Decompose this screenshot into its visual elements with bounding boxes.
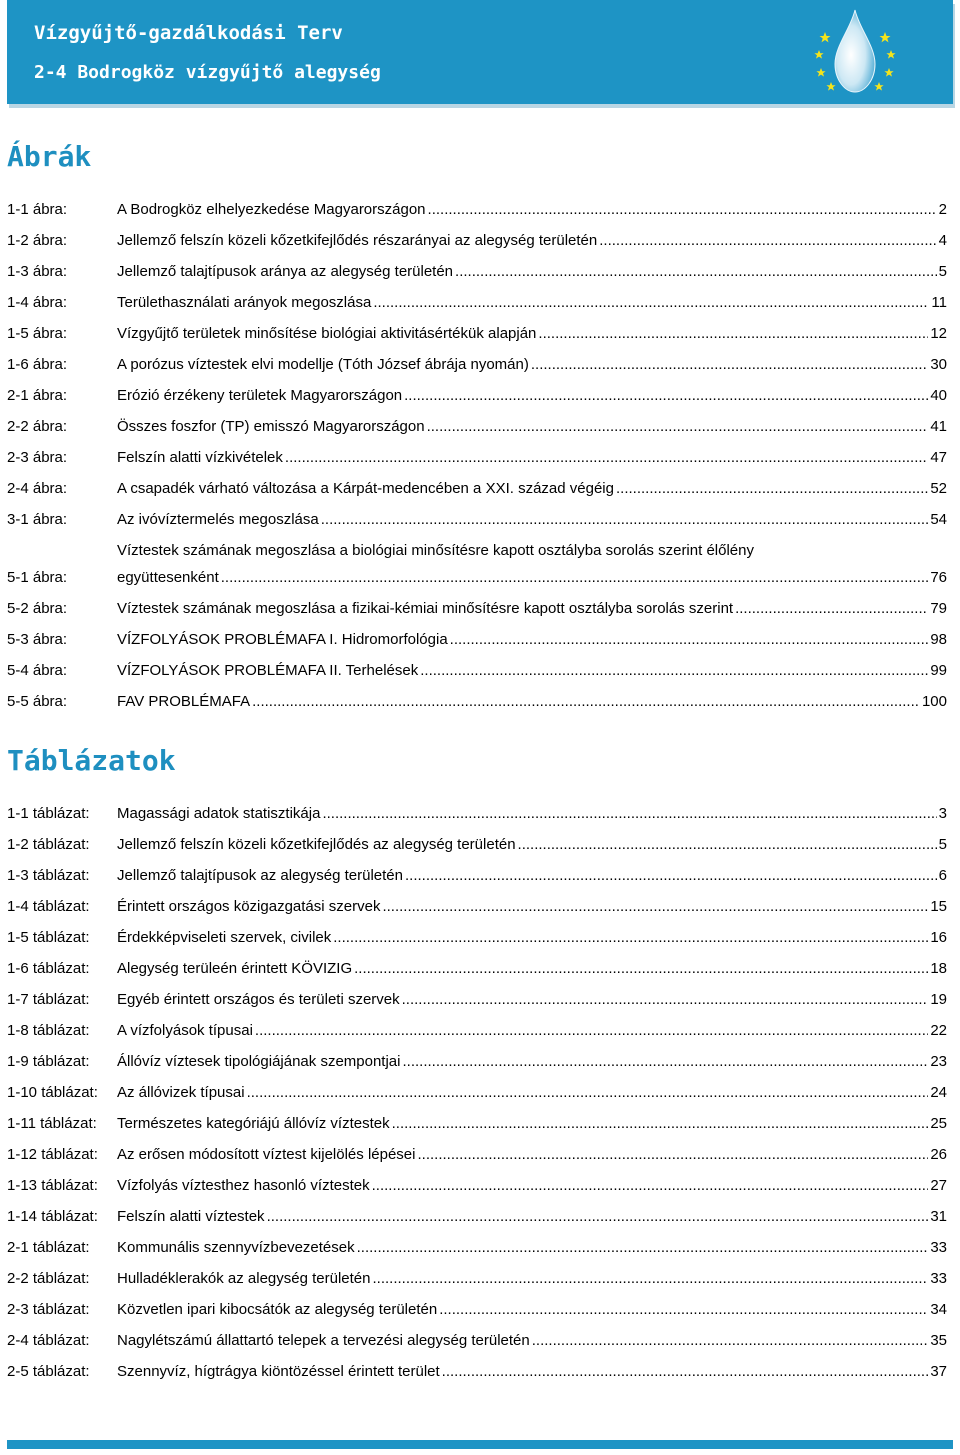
toc-entry-text: Az ivóvíztermelés megoszlása [117, 511, 319, 528]
toc-entry-text: Közvetlen ipari kibocsátók az alegység területén [117, 1301, 438, 1318]
toc-leader-dots [735, 600, 928, 618]
toc-leader-dots [372, 1177, 929, 1195]
toc-entry[interactable] [7, 1040, 947, 1071]
toc-entry-text: Vízgyűjtő területek minősítése biológiai aktivitásértékük alapján [117, 325, 537, 342]
toc-leader-dots [405, 867, 937, 885]
page-header [7, 0, 953, 104]
toc-entry-label: 2-4 táblázat: [7, 1332, 90, 1349]
toc-entry-text: Érintett országos közigazgatási szervek [117, 898, 381, 915]
toc-entry-label: 2-2 ábra: [7, 418, 68, 435]
toc-entry-label: 5-2 ábra: [7, 600, 68, 617]
toc-entry-text-continued: együttesenként [117, 569, 219, 586]
toc-entry-page: 18 [930, 960, 947, 977]
toc-leader-dots [518, 836, 937, 854]
document-title: Vízgyűjtő-gazdálkodási Terv [34, 22, 343, 44]
toc-entry-text: Felszín alatti víztestek [117, 1208, 265, 1225]
toc-entry[interactable] [7, 281, 947, 312]
toc-entry-label: 1-2 ábra: [7, 232, 68, 249]
tables-section-title: Táblázatok [7, 744, 176, 777]
toc-entry-text: Erózió érzékeny területek Magyarországon [117, 387, 403, 404]
water-drop-logo-icon [805, 6, 905, 98]
toc-entry-label: 1-1 táblázat: [7, 805, 90, 822]
toc-entry-page: 79 [930, 600, 947, 617]
toc-entry-text: VÍZFOLYÁSOK PROBLÉMAFA I. Hidromorfológia [117, 631, 448, 648]
toc-entry-page: 3 [938, 805, 947, 822]
toc-leader-dots [428, 201, 937, 219]
toc-entry-label: 2-5 táblázat: [7, 1363, 90, 1380]
toc-entry-text: A Bodrogköz elhelyezkedése Magyarországon [117, 201, 426, 218]
toc-entry-label: 5-1 ábra: [7, 569, 68, 586]
toc-entry[interactable] [7, 219, 947, 250]
toc-entry-text: Természetes kategóriájú állóvíz víztestek [117, 1115, 390, 1132]
toc-entry[interactable] [7, 1195, 947, 1226]
toc-entry[interactable] [7, 467, 947, 498]
toc-entry-label: 1-11 táblázat: [7, 1115, 97, 1132]
toc-entry-text: Víztestek számának megoszlása a fizikai-kémiai minősítésre kapott osztályba sorolás szerint [117, 600, 734, 617]
toc-entry-label: 1-1 ábra: [7, 201, 68, 218]
toc-leader-dots [455, 263, 937, 281]
toc-entry[interactable] [7, 618, 947, 649]
toc-entry-label: 3-1 ábra: [7, 511, 68, 528]
toc-leader-dots [382, 898, 928, 916]
toc-entry-label: 2-1 ábra: [7, 387, 68, 404]
toc-entry[interactable] [7, 498, 947, 529]
toc-entry-text: A csapadék várható változása a Kárpát-medencében a XXI. század végéig [117, 480, 614, 497]
toc-entry-text: Állóvíz víztesek tipológiájának szempontjai [117, 1053, 401, 1070]
toc-entry-text: Hulladéklerakók az alegység területén [117, 1270, 371, 1287]
toc-entry[interactable] [7, 250, 947, 281]
toc-entry[interactable] [7, 1350, 947, 1381]
toc-leader-dots [417, 1146, 928, 1164]
toc-entry-text: Egyéb érintett országos és területi szervek [117, 991, 400, 1008]
toc-entry-text: Az állóvizek típusai [117, 1084, 245, 1101]
toc-leader-dots [616, 480, 928, 498]
toc-entry-label: 5-3 ábra: [7, 631, 68, 648]
toc-leader-dots [599, 232, 936, 250]
toc-entry-label: 1-6 táblázat: [7, 960, 90, 977]
document-subtitle: 2-4 Bodrogköz vízgyűjtő alegység [34, 62, 381, 83]
toc-entry[interactable] [7, 792, 947, 823]
toc-entry-page: 12 [930, 325, 947, 342]
toc-leader-dots [267, 1208, 929, 1226]
toc-entry-label: 1-10 táblázat: [7, 1084, 98, 1101]
toc-entry-text: Szennyvíz, hígtrágya kiöntözéssel érintett terület [117, 1363, 440, 1380]
toc-leader-dots [357, 1239, 929, 1257]
toc-entry[interactable] [7, 405, 947, 436]
toc-entry-text: Jellemző talajtípusok aránya az alegység területén [117, 263, 454, 280]
toc-leader-dots [333, 929, 928, 947]
toc-leader-dots [322, 805, 936, 823]
toc-entry-page: 5 [938, 836, 947, 853]
toc-entry[interactable] [7, 1102, 947, 1133]
toc-entry[interactable] [7, 885, 947, 916]
toc-entry-label: 1-3 ábra: [7, 263, 68, 280]
toc-entry-page: 100 [921, 693, 947, 710]
toc-entry-page: 54 [930, 511, 947, 528]
toc-entry-page: 25 [930, 1115, 947, 1132]
toc-entry-page: 6 [938, 867, 947, 884]
toc-entry-page: 11 [931, 294, 947, 311]
toc-entry-label: 2-3 ábra: [7, 449, 68, 466]
toc-leader-dots [321, 511, 929, 529]
toc-entry-page: 34 [930, 1301, 947, 1318]
toc-leader-dots [402, 1053, 928, 1071]
toc-leader-dots [450, 631, 929, 649]
toc-entry[interactable] [7, 1009, 947, 1040]
toc-leader-dots [538, 325, 928, 343]
toc-entry-label: 1-5 táblázat: [7, 929, 90, 946]
toc-entry-text: Kommunális szennyvízbevezetések [117, 1239, 355, 1256]
toc-leader-dots [373, 294, 929, 312]
toc-entry[interactable] [7, 188, 947, 219]
toc-leader-dots [285, 449, 928, 467]
toc-entry[interactable] [7, 312, 947, 343]
toc-entry[interactable] [7, 649, 947, 680]
toc-entry[interactable] [7, 1319, 947, 1350]
toc-leader-dots [404, 387, 928, 405]
toc-entry[interactable] [7, 978, 947, 1009]
toc-entry-text: Felszín alatti vízkivételek [117, 449, 283, 466]
toc-entry[interactable] [7, 916, 947, 947]
toc-entry-page: 33 [930, 1270, 947, 1287]
toc-entry-page: 76 [930, 569, 947, 586]
toc-entry-text: Víztestek számának megoszlása a biológiai minősítésre kapott osztályba sorolás szerint élőlény [117, 542, 754, 559]
toc-entry-page: 31 [930, 1208, 947, 1225]
toc-entry-label: 2-1 táblázat: [7, 1239, 90, 1256]
toc-entry-label: 1-8 táblázat: [7, 1022, 90, 1039]
toc-entry-text: Érdekképviseleti szervek, civilek [117, 929, 332, 946]
toc-entry[interactable] [7, 854, 947, 885]
toc-leader-dots [402, 991, 929, 1009]
toc-entry-text: Jellemző felszín közeli kőzetkifejlődés részarányai az alegység területén [117, 232, 598, 249]
toc-entry-text: Vízfolyás víztesthez hasonló víztestek [117, 1177, 370, 1194]
toc-entry-page: 23 [930, 1053, 947, 1070]
toc-entry[interactable] [7, 823, 947, 854]
toc-entry-label: 1-2 táblázat: [7, 836, 90, 853]
toc-entry-page: 52 [930, 480, 947, 497]
toc-entry-label: 2-2 táblázat: [7, 1270, 90, 1287]
toc-entry-label: 1-7 táblázat: [7, 991, 90, 1008]
toc-entry-label: 1-14 táblázat: [7, 1208, 98, 1225]
toc-leader-dots [252, 693, 920, 711]
toc-entry-label: 5-5 ábra: [7, 693, 68, 710]
toc-leader-dots [372, 1270, 928, 1288]
toc-entry[interactable] [7, 680, 947, 711]
toc-leader-dots [532, 1332, 929, 1350]
toc-entry-label: 1-13 táblázat: [7, 1177, 98, 1194]
toc-leader-dots [442, 1363, 929, 1381]
toc-entry[interactable] [7, 343, 947, 374]
toc-leader-dots [531, 356, 928, 374]
toc-leader-dots [255, 1022, 928, 1040]
toc-entry-page: 47 [930, 449, 947, 466]
toc-entry[interactable] [7, 587, 947, 618]
toc-entry-text: Alegység terüleén érintett KÖVIZIG [117, 960, 353, 977]
toc-entry-text: Területhasználati arányok megoszlása [117, 294, 372, 311]
toc-entry-label: 1-6 ábra: [7, 356, 68, 373]
toc-entry-text: A vízfolyások típusai [117, 1022, 253, 1039]
toc-entry[interactable] [7, 1288, 947, 1319]
toc-entry[interactable] [7, 1071, 947, 1102]
toc-entry-page: 5 [938, 263, 947, 280]
toc-entry-text: Az erősen módosított víztest kijelölés lépései [117, 1146, 416, 1163]
toc-entry-page: 16 [930, 929, 947, 946]
figures-section-title: Ábrák [7, 140, 92, 173]
toc-entry-label: 1-4 táblázat: [7, 898, 90, 915]
toc-entry-label: 2-4 ábra: [7, 480, 68, 497]
toc-entry-text: Jellemző felszín közeli kőzetkifejlődés az alegység területén [117, 836, 516, 853]
toc-leader-dots [427, 418, 929, 436]
toc-entry-label: 1-9 táblázat: [7, 1053, 90, 1070]
toc-leader-dots [439, 1301, 928, 1319]
toc-entry[interactable] [7, 1133, 947, 1164]
toc-entry-page: 33 [930, 1239, 947, 1256]
toc-leader-dots [221, 569, 929, 587]
toc-entry[interactable] [7, 1226, 947, 1257]
toc-entry[interactable] [7, 529, 947, 587]
toc-entry-page: 2 [938, 201, 947, 218]
toc-entry-label: 5-4 ábra: [7, 662, 68, 679]
toc-leader-dots [354, 960, 928, 978]
toc-entry-label: 1-3 táblázat: [7, 867, 90, 884]
toc-entry-page: 26 [930, 1146, 947, 1163]
toc-entry[interactable] [7, 436, 947, 467]
toc-entry-page: 30 [930, 356, 947, 373]
toc-entry[interactable] [7, 1257, 947, 1288]
toc-leader-dots [392, 1115, 929, 1133]
toc-entry-page: 24 [930, 1084, 947, 1101]
toc-entry[interactable] [7, 374, 947, 405]
toc-entry-text: Magassági adatok statisztikája [117, 805, 321, 822]
toc-entry-text: Jellemző talajtípusok az alegység területén [117, 867, 403, 884]
toc-entry-label: 1-5 ábra: [7, 325, 68, 342]
toc-leader-dots [247, 1084, 929, 1102]
toc-entry-label: 1-4 ábra: [7, 294, 68, 311]
toc-entry-page: 99 [930, 662, 947, 679]
figures-list [7, 188, 947, 711]
toc-entry-label: 1-12 táblázat: [7, 1146, 98, 1163]
toc-entry-page: 4 [938, 232, 947, 249]
toc-entry-text: A porózus víztestek elvi modellje (Tóth József ábrája nyomán) [117, 356, 529, 373]
toc-entry-text: Nagylétszámú állattartó telepek a tervezési alegység területén [117, 1332, 530, 1349]
toc-entry[interactable] [7, 1164, 947, 1195]
toc-entry-text: Összes foszfor (TP) emisszó Magyarországon [117, 418, 425, 435]
toc-entry-label: 2-3 táblázat: [7, 1301, 90, 1318]
toc-entry-page: 35 [930, 1332, 947, 1349]
toc-entry-page: 37 [930, 1363, 947, 1380]
toc-entry-page: 27 [930, 1177, 947, 1194]
tables-list [7, 792, 947, 1381]
toc-entry-text: VÍZFOLYÁSOK PROBLÉMAFA II. Terhelések [117, 662, 419, 679]
toc-entry-page: 19 [930, 991, 947, 1008]
toc-entry[interactable] [7, 947, 947, 978]
toc-entry-text: FAV PROBLÉMAFA [117, 693, 251, 710]
toc-entry-page: 41 [930, 418, 947, 435]
toc-entry-page: 40 [930, 387, 947, 404]
toc-leader-dots [420, 662, 928, 680]
toc-entry-page: 98 [930, 631, 947, 648]
toc-entry-page: 15 [930, 898, 947, 915]
footer-bar [7, 1440, 953, 1449]
toc-entry-page: 22 [930, 1022, 947, 1039]
